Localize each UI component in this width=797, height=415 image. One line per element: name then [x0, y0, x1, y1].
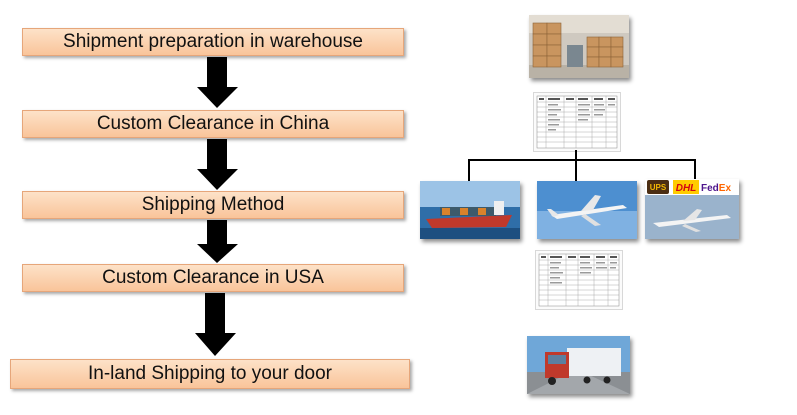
dhl-logo: DHL: [675, 183, 697, 194]
customs-document-china-image: [533, 92, 621, 152]
step-inland-shipping: In-land Shipping to your door: [10, 359, 410, 389]
delivery-truck-image: [527, 336, 630, 394]
warehouse-boxes-image: [529, 15, 629, 78]
down-arrow-icon: [194, 293, 238, 357]
step-china-customs: Custom Clearance in China: [22, 110, 404, 138]
down-arrow-icon: [196, 220, 240, 264]
connector-drop-express: [694, 159, 696, 181]
down-arrow-icon: [196, 139, 240, 191]
cargo-ship-image: [420, 181, 520, 239]
connector-horizontal: [468, 159, 696, 161]
airplane-image: [537, 181, 637, 239]
customs-document-usa-image: [535, 250, 623, 310]
step-warehouse-preparation: Shipment preparation in warehouse: [22, 28, 404, 56]
step-usa-customs: Custom Clearance in USA: [22, 264, 404, 292]
connector-drop-air: [575, 159, 577, 181]
step-shipping-method: Shipping Method: [22, 191, 404, 219]
fedex-logo: FedEx: [701, 183, 732, 194]
down-arrow-icon: [196, 57, 240, 109]
connector-drop-sea: [468, 159, 470, 181]
express-courier-image: [645, 179, 739, 239]
ups-logo: UPS: [649, 183, 667, 192]
